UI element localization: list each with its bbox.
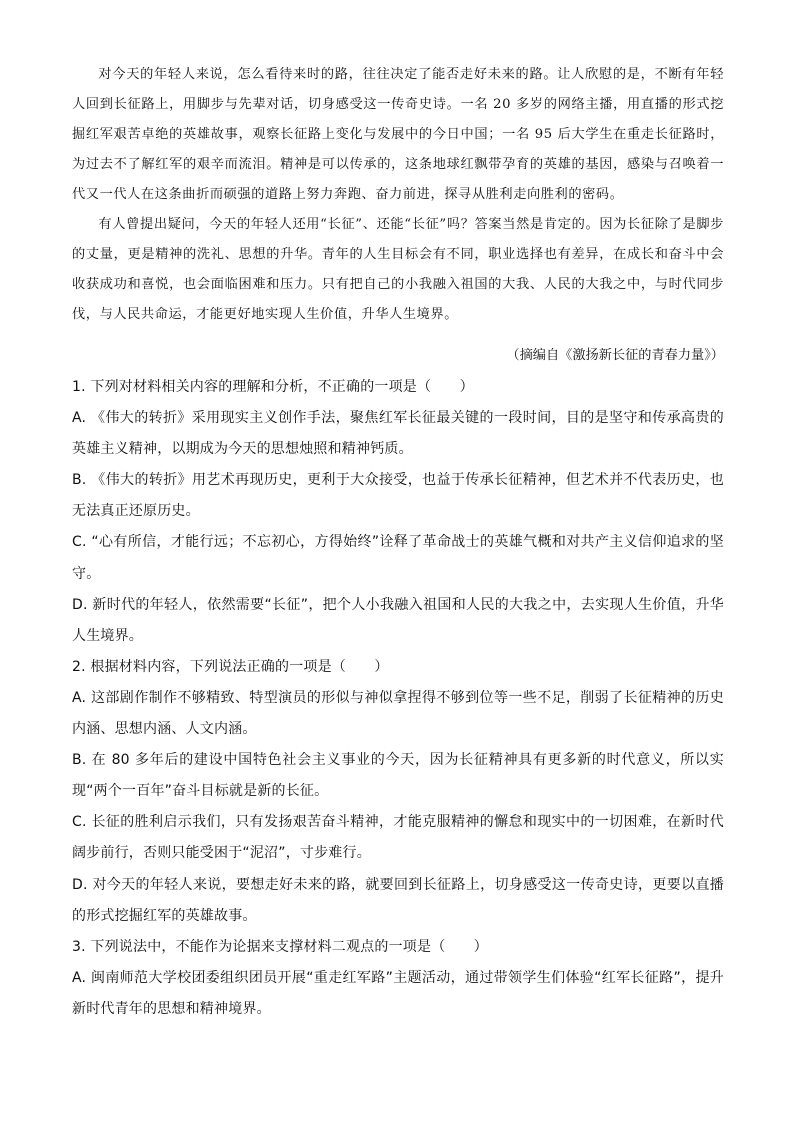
question-3 xyxy=(72,932,724,1025)
question-2 xyxy=(72,652,724,932)
option-b[interactable]: B. 《伟大的转折》用艺术再现历史，更利于大众接受，也益于传承长征精神，但艺术并不代表历史，也无法真正还原历史。 xyxy=(72,472,724,520)
passage-paragraph-1: 对今天的年轻人来说，怎么看待来时的路，往往决定了能否走好未来的路。让人欣慰的是，不断有年轻人回到长征路上，用脚步与先辈对话，切身感受这一传奇史诗。一名 20 多岁的网络主播，用直播的形式挖掘红军艰苦卓绝的英雄故事，观察长征路上变化与发展中的今日中国；一名 95 后大学生在重走长征路时，为过去不了解红军的艰辛而流泪。精神是可以传承的，这条地球红飘带孕育的英雄的基因，感染与召唤着一代又一代人在这条曲折而硕强的道路上努力奔跑、奋力前进，探寻从胜利走向胜利的密码。 xyxy=(72,67,724,202)
reading-passage xyxy=(72,60,724,330)
option-a[interactable]: A. 闽南师范大学校团委组织团员开展“重走红军路”主题活动，通过带领学生们体验“红军长征路”，提升新时代青年的思想和精神境界。 xyxy=(72,969,724,1017)
option-c[interactable]: C. “心有所信，才能行远；不忘初心，方得始终”诠释了革命战士的英雄气概和对共产主义信仰追求的坚守。 xyxy=(72,534,724,582)
option-d[interactable]: D. 新时代的年轻人，依然需要“长征”，把个人小我融入祖国和人民的大我之中，去实现人生价值，升华人生境界。 xyxy=(72,596,724,644)
passage-paragraph-2: 有人曾提出疑问，今天的年轻人还用“长征”、还能“长征”吗？答案当然是肯定的。因为长征除了是脚步的丈量，更是精神的洗礼、思想的升华。青年的人生目标会有不同，职业选择也有差异，在成长和奋斗中会收获成功和喜悦，也会面临困难和压力。只有把自己的小我融入祖国的大我、人民的大我之中，与时代同步伐，与人民共命运，才能更好地实现人生价值，升华人生境界。 xyxy=(72,217,724,322)
question-stem: 1. 下列对材料相关内容的理解和分析，不正确的一项是（ ） xyxy=(72,379,474,395)
option-c[interactable]: C. 长征的胜利启示我们，只有发扬艰苦奋斗精神，才能克服精神的懈怠和现实中的一切困难，在新时代阔步前行，否则只能受困于“泥沼”，寸步难行。 xyxy=(72,814,724,862)
question-stem: 2. 根据材料内容，下列说法正确的一项是（ ） xyxy=(72,658,389,675)
passage-source: （摘编自《激扬新长征的青春力量》） xyxy=(506,348,724,363)
option-a[interactable]: A. 这部剧作制作不够精致、特型演员的形似与神似拿捏得不够到位等一些不足，削弱了长征精神的历史内涵、思想内涵、人文内涵。 xyxy=(72,689,724,738)
question-list xyxy=(72,372,724,1025)
question-1 xyxy=(72,372,724,652)
option-a[interactable]: A. 《伟大的转折》采用现实主义创作手法，聚焦红军长征最关键的一段时间，目的是坚守和传承高贵的英雄主义精神，以期成为今天的思想烛照和精神钙质。 xyxy=(72,410,724,458)
option-b[interactable]: B. 在 80 多年后的建设中国特色社会主义事业的今天，因为长征精神具有更多新的时代意义，所以实现“两个一百年”奋斗目标就是新的长征。 xyxy=(72,752,724,800)
option-d[interactable]: D. 对今天的年轻人来说，要想走好未来的路，就要回到长征路上，切身感受这一传奇史诗，更要以直播的形式挖掘红军的英雄故事。 xyxy=(72,876,724,924)
question-stem: 3. 下列说法中，不能作为论据来支撑材料二观点的一项是（ ） xyxy=(72,938,489,955)
